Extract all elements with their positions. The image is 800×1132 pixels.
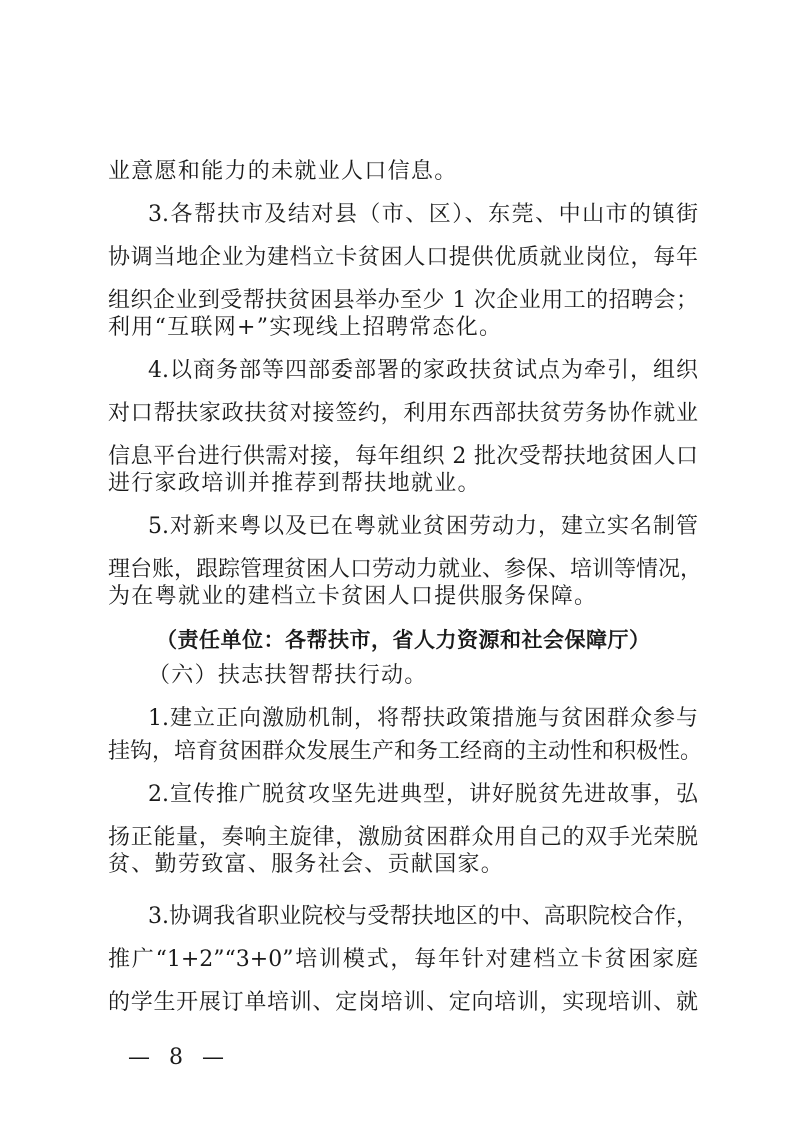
text-line: 3.协调我省职业院校与受帮扶地区的中、高职院校合作， [148,904,698,929]
section-heading: （六）扶志扶智帮扶行动。 [148,663,428,688]
text-line: 4.以商务部等四部委部署的家政扶贫试点为牵引，组织 [148,358,698,383]
text-line: 3.各帮扶市及结对县（市、区）、东莞、中山市的镇街 [148,202,698,227]
page-number: — 8 — [128,1045,230,1070]
responsibility-line: （责任单位：各帮扶市，省人力资源和社会保障厅） [156,628,651,652]
text-line: 挂钩，培育贫困群众发展生产和务工经商的主动性和积极性。 [108,739,703,764]
text-line: 2.宣传推广脱贫攻坚先进典型，讲好脱贫先进故事，弘 [148,782,698,807]
text-line: 5.对新来粤以及已在粤就业贫困劳动力，建立实名制管 [148,514,698,539]
text-line: 信息平台进行供需对接，每年组织 2 批次受帮扶地贫困人口 [108,444,698,469]
text-line: 组织企业到受帮扶贫困县举办至少 1 次企业用工的招聘会； [108,288,698,313]
text-line: 1.建立正向激励机制，将帮扶政策措施与贫困群众参与 [148,706,698,731]
text-line: 贫、勤劳致富、服务社会、贡献国家。 [108,852,505,877]
text-line: 对口帮扶家政扶贫对接签约，利用东西部扶贫劳务协作就业 [108,401,698,426]
text-line: 协调当地企业为建档立卡贫困人口提供优质就业岗位，每年 [108,245,698,270]
text-line: 利用“互联网+”实现线上招聘常态化。 [108,315,503,340]
text-line: 进行家政培训并推荐到帮扶地就业。 [108,471,481,496]
text-line: 扬正能量，奏响主旋律，激励贫困群众用自己的双手光荣脱 [108,825,698,850]
text-line: 业意愿和能力的未就业人口信息。 [108,159,458,184]
text-line: 的学生开展订单培训、定岗培训、定向培训，实现培训、就 [108,990,698,1015]
text-line: 推广“1+2”“3+0”培训模式，每年针对建档立卡贫困家庭 [108,947,698,972]
text-line: 为在粤就业的建档立卡贫困人口提供服务保障。 [108,584,598,609]
text-line: 理台账，跟踪管理贫困人口劳动力就业、参保、培训等情况， [108,557,703,582]
